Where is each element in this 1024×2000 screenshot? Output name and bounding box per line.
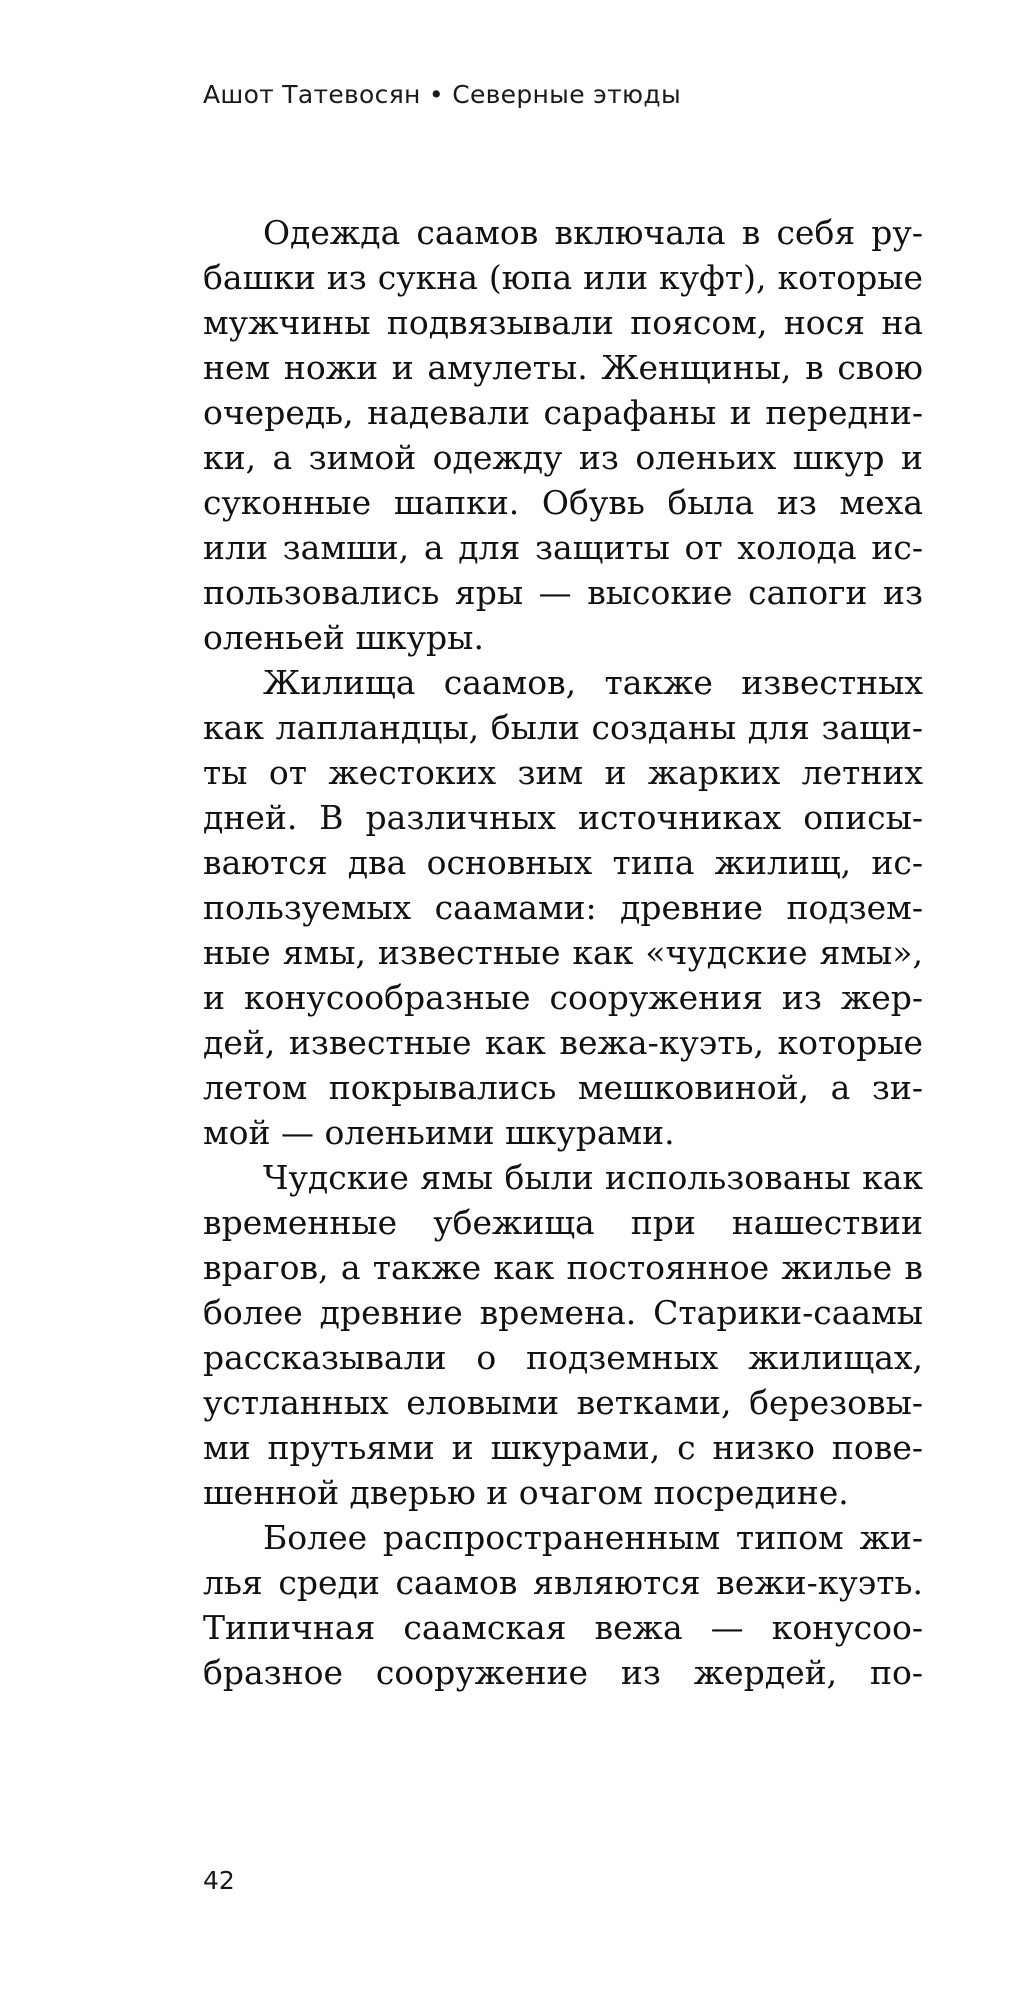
text-line: ми прутьями и шкурами, с низко пове- (203, 1428, 923, 1467)
paragraph-clothing (203, 210, 923, 660)
text-line: Типичная саамская вежа — конусоо- (203, 1608, 923, 1647)
text-line: мой — оленьими шкурами. (203, 1113, 675, 1152)
text-line: мужчины подвязывали поясом, нося на (203, 303, 923, 342)
text-line: ные ямы, известные как «чудские ямы», (203, 933, 923, 972)
text-line: дей, известные как вежа-куэть, которые (203, 1023, 923, 1062)
text-line: дней. В различных источниках описы- (203, 798, 923, 837)
text-line: шенной дверью и очагом посредине. (203, 1473, 849, 1512)
text-line: более древние времена. Старики-саамы (203, 1293, 923, 1332)
text-line: лья среди саамов являются вежи-куэть. (203, 1563, 923, 1602)
page-number: 42 (203, 1866, 235, 1895)
running-head: Ашот Татевосян • Северные этюды (203, 80, 682, 109)
text-line: или замши, а для защиты от холода ис- (203, 528, 923, 567)
text-line: башки из сукна (юпа или куфт), которые (203, 258, 923, 297)
text-line: ты от жестоких зим и жарких летних (203, 753, 923, 792)
text-line: оленьей шкуры. (203, 618, 484, 657)
text-line: Одежда саамов включала в себя ру- (263, 213, 923, 252)
paragraph-dwellings (203, 660, 923, 1155)
text-line: как лапландцы, были созданы для защи- (203, 708, 923, 747)
text-line: врагов, а также как постоянное жилье в (203, 1248, 923, 1287)
text-line: рассказывали о подземных жилищах, (203, 1338, 923, 1377)
text-line: Более распространенным типом жи- (263, 1518, 923, 1557)
paragraph-vezha-kuet (203, 1515, 923, 1695)
text-line: ваются два основных типа жилищ, ис- (203, 843, 923, 882)
text-line: летом покрывались мешковиной, а зи- (203, 1068, 923, 1107)
text-line: пользуемых саамами: древние подзем- (203, 888, 923, 927)
text-line: пользовались яры — высокие сапоги из (203, 573, 923, 612)
body-text (203, 210, 923, 1695)
text-line: суконные шапки. Обувь была из меха (203, 483, 923, 522)
text-line: ки, а зимой одежду из оленьих шкур и (203, 438, 923, 477)
text-line: бразное сооружение из жердей, по- (203, 1653, 923, 1692)
text-line: устланных еловыми ветками, березовы- (203, 1383, 923, 1422)
text-line: очередь, надевали сарафаны и передни- (203, 393, 923, 432)
text-line: и конусообразные сооружения из жер- (203, 978, 923, 1017)
text-line: временные убежища при нашествии (203, 1203, 923, 1242)
text-line: нем ножи и амулеты. Женщины, в свою (203, 348, 923, 387)
text-line: Чудские ямы были использованы как (263, 1158, 923, 1197)
paragraph-chud-pits (203, 1155, 923, 1515)
text-line: Жилища саамов, также известных (263, 663, 923, 702)
